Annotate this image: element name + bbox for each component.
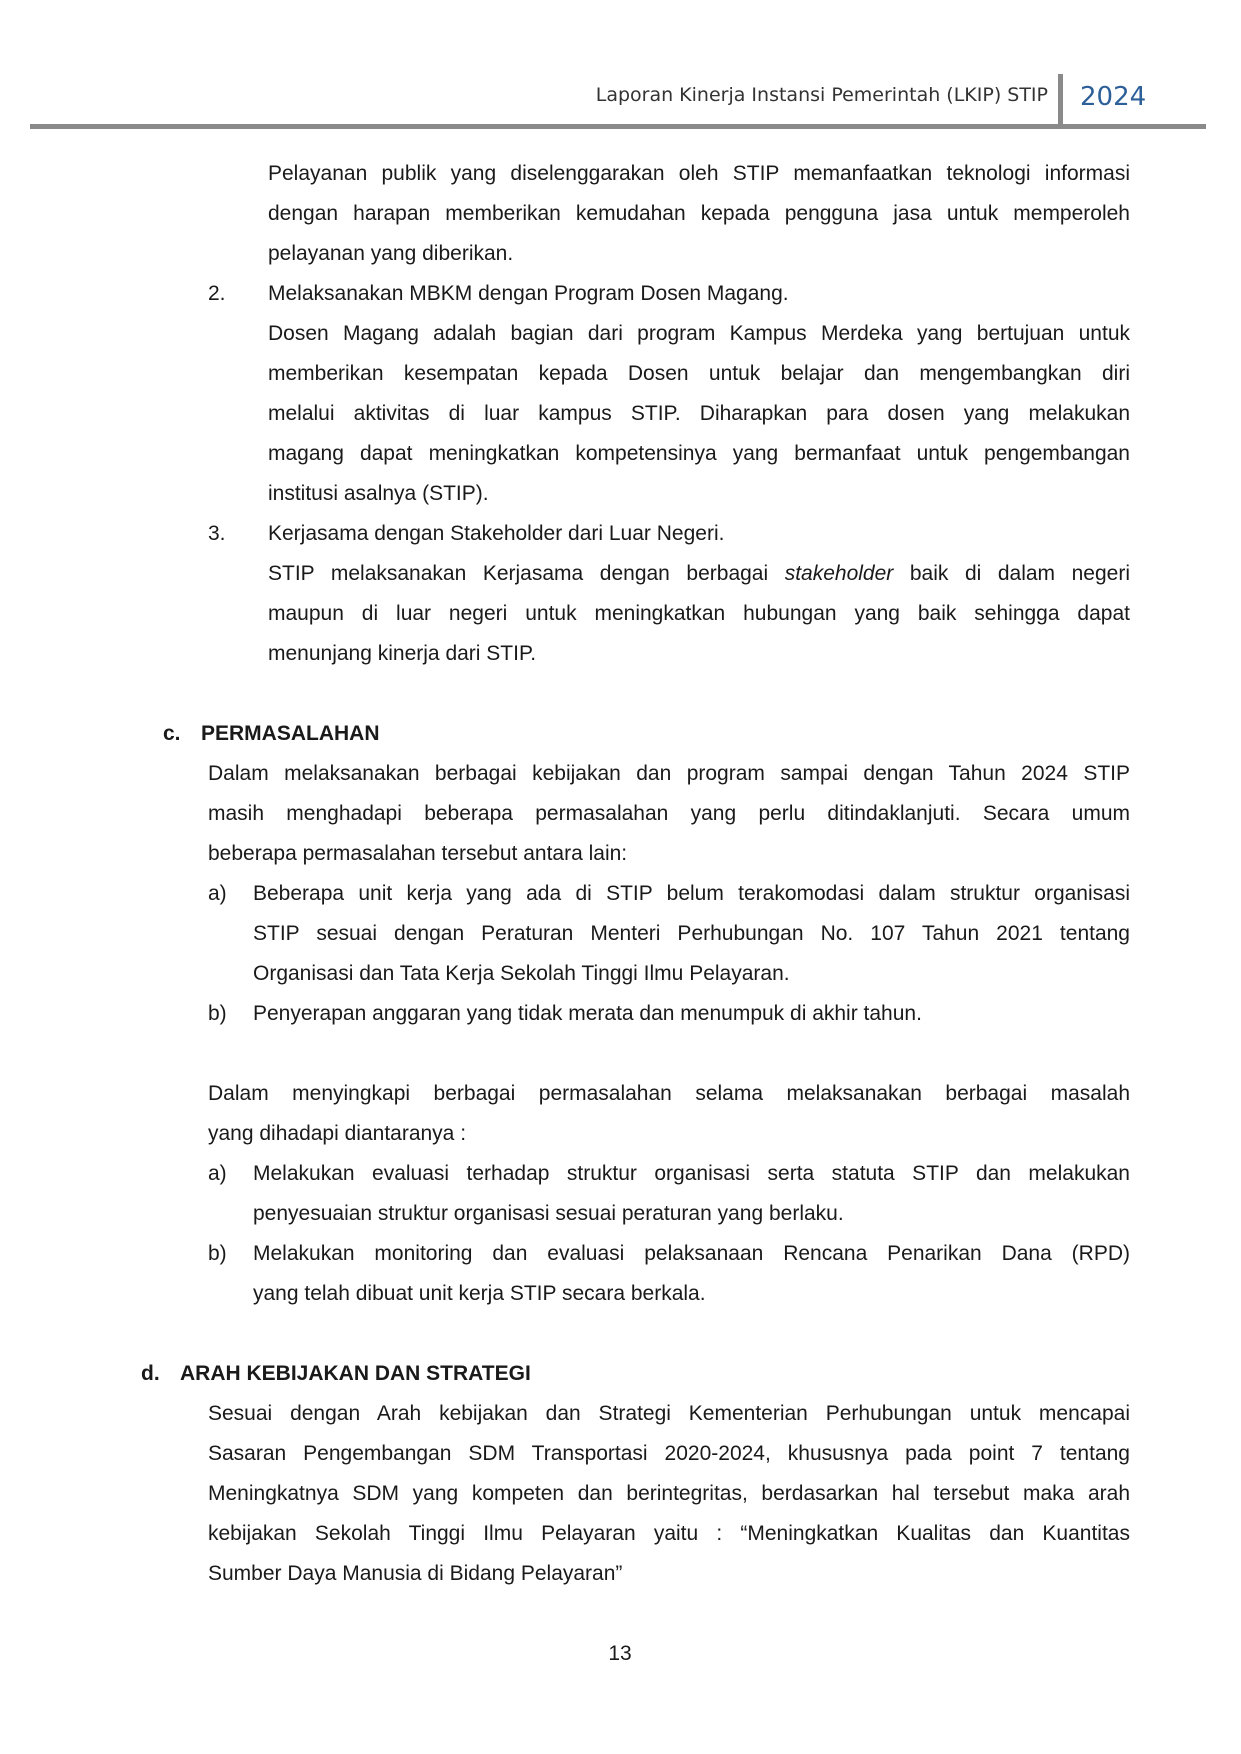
paragraph-line: Sesuai dengan Arah kebijakan dan Strategi Kementerian Perhubungan untuk mencapai (208, 1402, 1130, 1425)
list-item-label: a) (208, 1162, 227, 1185)
paragraph-line: Dalam menyingkapi berbagai permasalahan selama melaksanakan berbagai masalah (208, 1082, 1130, 1105)
paragraph-line: beberapa permasalahan tersebut antara lain: (208, 842, 628, 865)
paragraph-line: Pelayanan publik yang diselenggarakan oleh STIP memanfaatkan teknologi informasi (268, 162, 1130, 185)
list-item-label: a) (208, 882, 227, 905)
list-item-number: 2. (208, 282, 226, 305)
list-item-label: b) (208, 1002, 227, 1025)
text-run: STIP melaksanakan Kerjasama dengan berbagai (268, 562, 785, 585)
paragraph-line: Melakukan evaluasi terhadap struktur organisasi serta statuta STIP dan melakukan (253, 1162, 1130, 1185)
paragraph-line: maupun di luar negeri untuk meningkatkan hubungan yang baik sehingga dapat (268, 602, 1130, 625)
paragraph-line: pelayanan yang diberikan. (268, 242, 514, 265)
paragraph-line: kebijakan Sekolah Tinggi Ilmu Pelayaran yaitu : “Meningkatkan Kualitas dan Kuantitas (208, 1522, 1130, 1545)
paragraph-line: menunjang kinerja dari STIP. (268, 642, 537, 665)
text-run: baik di dalam negeri (893, 562, 1130, 585)
paragraph-line: Penyerapan anggaran yang tidak merata dan menumpuk di akhir tahun. (253, 1002, 922, 1025)
list-item-title: Melaksanakan MBKM dengan Program Dosen Magang. (268, 282, 789, 305)
paragraph-line: Beberapa unit kerja yang ada di STIP belum terakomodasi dalam struktur organisasi (253, 882, 1130, 905)
section-label: c. (163, 722, 181, 745)
paragraph-line: Dosen Magang adalah bagian dari program Kampus Merdeka yang bertujuan untuk (268, 322, 1130, 345)
paragraph-line: Melakukan monitoring dan evaluasi pelaksanaan Rencana Penarikan Dana (RPD) (253, 1242, 1130, 1265)
paragraph-line: memberikan kesempatan kepada Dosen untuk belajar dan mengembangkan diri (268, 362, 1130, 385)
section-heading: PERMASALAHAN (201, 722, 380, 745)
paragraph-line: masih menghadapi beberapa permasalahan yang perlu ditindaklanjuti. Secara umum (208, 802, 1130, 825)
paragraph-line: yang telah dibuat unit kerja STIP secara berkala. (253, 1282, 706, 1305)
section-heading: ARAH KEBIJAKAN DAN STRATEGI (180, 1362, 531, 1385)
paragraph-line: penyesuaian struktur organisasi sesuai peraturan yang berlaku. (253, 1202, 844, 1225)
section-label: d. (141, 1362, 160, 1385)
paragraph-line (268, 560, 1130, 588)
paragraph-line: melalui aktivitas di luar kampus STIP. Diharapkan para dosen yang melakukan (268, 402, 1130, 425)
paragraph-line: Sasaran Pengembangan SDM Transportasi 2020-2024, khususnya pada point 7 tentang (208, 1442, 1130, 1465)
list-item-title: Kerjasama dengan Stakeholder dari Luar Negeri. (268, 522, 725, 545)
list-item-label: b) (208, 1242, 227, 1265)
report-year: 2024 (1080, 82, 1147, 112)
paragraph-line: dengan harapan memberikan kemudahan kepada pengguna jasa untuk memperoleh (268, 202, 1130, 225)
list-item-number: 3. (208, 522, 226, 545)
paragraph-line: Sumber Daya Manusia di Bidang Pelayaran” (208, 1562, 623, 1585)
paragraph-line: institusi asalnya (STIP). (268, 482, 489, 505)
header-rule (30, 124, 1206, 129)
paragraph-line: magang dapat meningkatkan kompetensinya yang bermanfaat untuk pengembangan (268, 442, 1130, 465)
paragraph-line: Organisasi dan Tata Kerja Sekolah Tinggi Ilmu Pelayaran. (253, 962, 790, 985)
paragraph-line: yang dihadapi diantaranya : (208, 1122, 467, 1145)
paragraph-line: Dalam melaksanakan berbagai kebijakan dan program sampai dengan Tahun 2024 STIP (208, 762, 1130, 785)
report-title: Laporan Kinerja Instansi Pemerintah (LKIP) STIP (595, 84, 1048, 106)
italic-term: stakeholder (784, 562, 894, 585)
page-number: 13 (608, 1642, 632, 1665)
header-separator (1058, 74, 1063, 128)
paragraph-line: STIP sesuai dengan Peraturan Menteri Perhubungan No. 107 Tahun 2021 tentang (253, 922, 1130, 945)
paragraph-line: Meningkatnya SDM yang kompeten dan berintegritas, berdasarkan hal tersebut maka arah (208, 1482, 1130, 1505)
